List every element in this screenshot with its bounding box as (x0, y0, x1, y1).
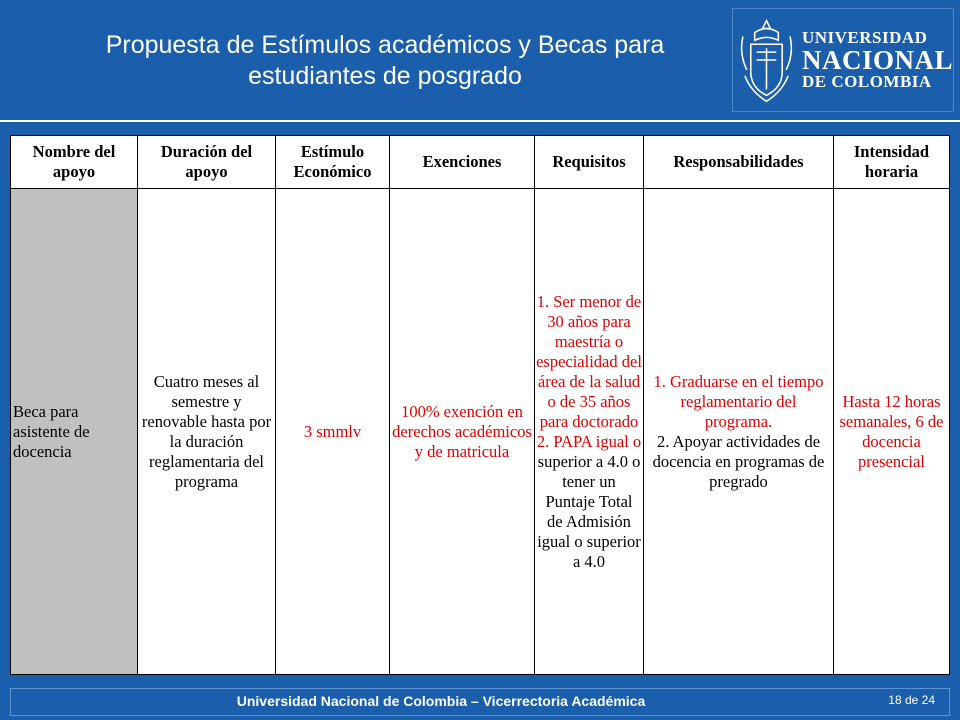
table-row (11, 189, 950, 675)
footer-bar (10, 688, 950, 716)
logo-line-2: NACIONAL (801, 45, 953, 75)
coat-of-arms-icon (737, 14, 796, 106)
requisitos-highlight: 1. Ser menor de 30 años para maestría o especialidad del área de la salud o de 35 años para doctorado 2. PAPA igual o (536, 291, 642, 451)
cell-duracion: Cuatro meses al semestre y renovable hasta por la duración reglamentaria del programa (138, 189, 276, 675)
cell-responsabilidades (644, 189, 834, 675)
header-requisitos: Requisitos (535, 136, 644, 189)
footer-text: Universidad Nacional de Colombia – Vicerrectoria Académica (236, 693, 646, 709)
page-number: 18 de 24 (888, 693, 935, 707)
responsabilidad-1: 1. Graduarse en el tiempo reglamentario del programa. (653, 371, 824, 431)
cell-requisitos (535, 189, 644, 675)
header-responsabilidades: Responsabilidades (644, 136, 834, 189)
logo-wordmark (802, 29, 953, 91)
cell-nombre: Beca para asistente de docencia (11, 189, 138, 675)
cell-intensidad: Hasta 12 horas semanales, 6 de docencia presencial (834, 189, 950, 675)
logo-line-1: UNIVERSIDAD (801, 28, 928, 47)
scholarship-table (10, 135, 950, 675)
responsabilidad-2: 2. Apoyar actividades de docencia en programas de pregrado (652, 431, 825, 491)
header-duracion: Duración del apoyo (138, 136, 276, 189)
page-title: Propuesta de Estímulos académicos y Becas para estudiantes de posgrado (105, 31, 665, 90)
cell-estimulo: 3 smmlv (276, 189, 390, 675)
table-container (10, 135, 949, 675)
cell-exenciones: 100% exención en derechos académicos y de matricula (390, 189, 535, 675)
table-header-row (11, 136, 950, 189)
header-nombre: Nombre del apoyo (11, 136, 138, 189)
requisitos-text: superior a 4.0 o tener un Puntaje Total de Admisión igual o superior a 4.0 (537, 451, 641, 571)
university-logo (732, 8, 954, 112)
header-intensidad: Intensidad horaria (834, 136, 950, 189)
header-divider (0, 120, 960, 122)
logo-line-3: DE COLOMBIA (801, 72, 932, 91)
header-estimulo: Estímulo Económico (276, 136, 390, 189)
header-exenciones: Exenciones (390, 136, 535, 189)
